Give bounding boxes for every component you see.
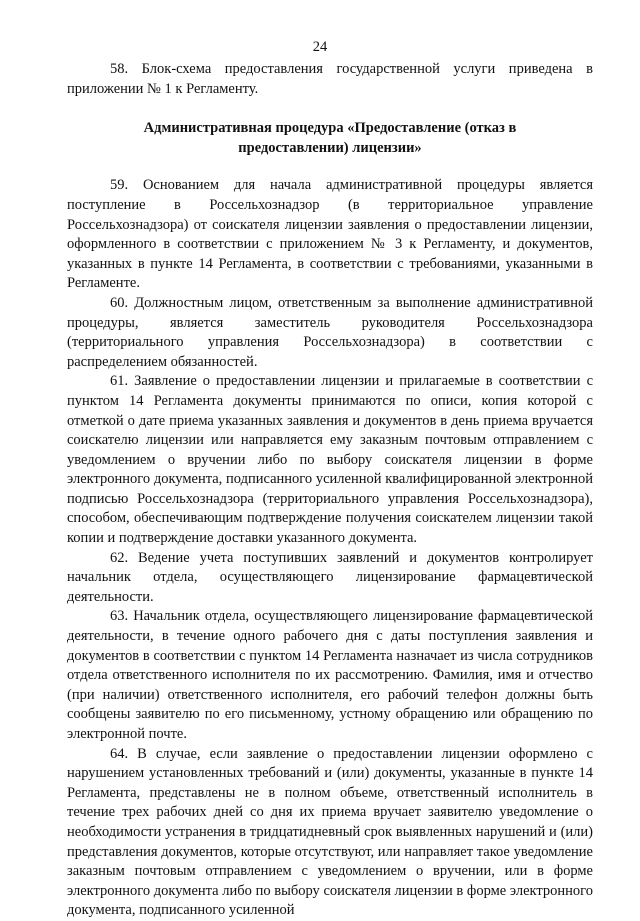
document-body	[67, 60, 593, 921]
paragraph-61: 61. Заявление о предоставлении лицензии и прилагаемые в соответствии с пунктом 14 Регламента документы принимаются по описи, копия которой с отметкой о дате приема указанных заявления и документов в день приема вручается соискателю лицензии или направляется ему заказным почтовым отправлением с уведомлением о вручении либо по выбору соискателя лицензии в форме электронного документа, подписанного усиленной квалифицированной электронной подписью Россельхознадзора (территориального управления Россельхознадзора), способом, обеспечивающим подтверждение получения соискателем лицензии такой копии и подтверждение доставки указанного документа.	[67, 373, 593, 547]
paragraph-63: 63. Начальник отдела, осуществляющего лицензирование фармацевтической деятельности, в течение одного рабочего дня с даты поступления заявления и документов в соответствии с пунктом 14 Регламента назначает из числа сотрудников отдела ответственного исполнителя по их рассмотрению. Фамилия, имя и отчество (при наличии) ответственного исполнителя, его рабочий телефон должны быть сообщены заявителю по его письменному, устному обращению или обращению по электронной почте.	[67, 608, 593, 742]
paragraph-59: 59. Основанием для начала административной процедуры является поступление в Россельхознадзор (в территориальное управление Россельхознадзора) от соискателя лицензии заявления о предоставлении лицензии, оформленного в соответствии с приложением № 3 к Регламенту, и документов, указанных в пункте 14 Регламента, в соответствии с требованиями, указанными в Регламенте.	[67, 177, 593, 292]
paragraph-60: 60. Должностным лицом, ответственным за выполнение административной процедуры, является заместитель руководителя Россельхознадзора (территориального управления Россельхознадзора) в соответствии с распределением обязанностей.	[67, 294, 593, 370]
paragraph-62: 62. Ведение учета поступивших заявлений и документов контролирует начальник отдела, осуществляющего лицензирование фармацевтической деятельности.	[67, 549, 593, 605]
section-heading: Административная процедура «Предоставление (отказ в предоставлении) лицензии»	[143, 120, 517, 156]
paragraph-64: 64. В случае, если заявление о предоставлении лицензии оформлено с нарушением установленных требований и (или) документы, указанные в пункте 14 Регламента, представлены не в полном объеме, ответственный исполнитель в течение трех рабочих дней со дня их приема вручает заявителю уведомление о необходимости устранения в тридцатидневный срок выявленных нарушений и (или) представления документов, которые отсутствуют, или направляет такое уведомление заказным почтовым отправлением с уведомлением о вручении, или в форме электронного документа либо по выбору соискателя лицензии в форме электронного документа, подписанного усиленной	[67, 745, 593, 919]
paragraph-58: 58. Блок-схема предоставления государственной услуги приведена в приложении № 1 к Регламенту.	[67, 61, 593, 97]
page-number: 24	[312, 39, 328, 55]
